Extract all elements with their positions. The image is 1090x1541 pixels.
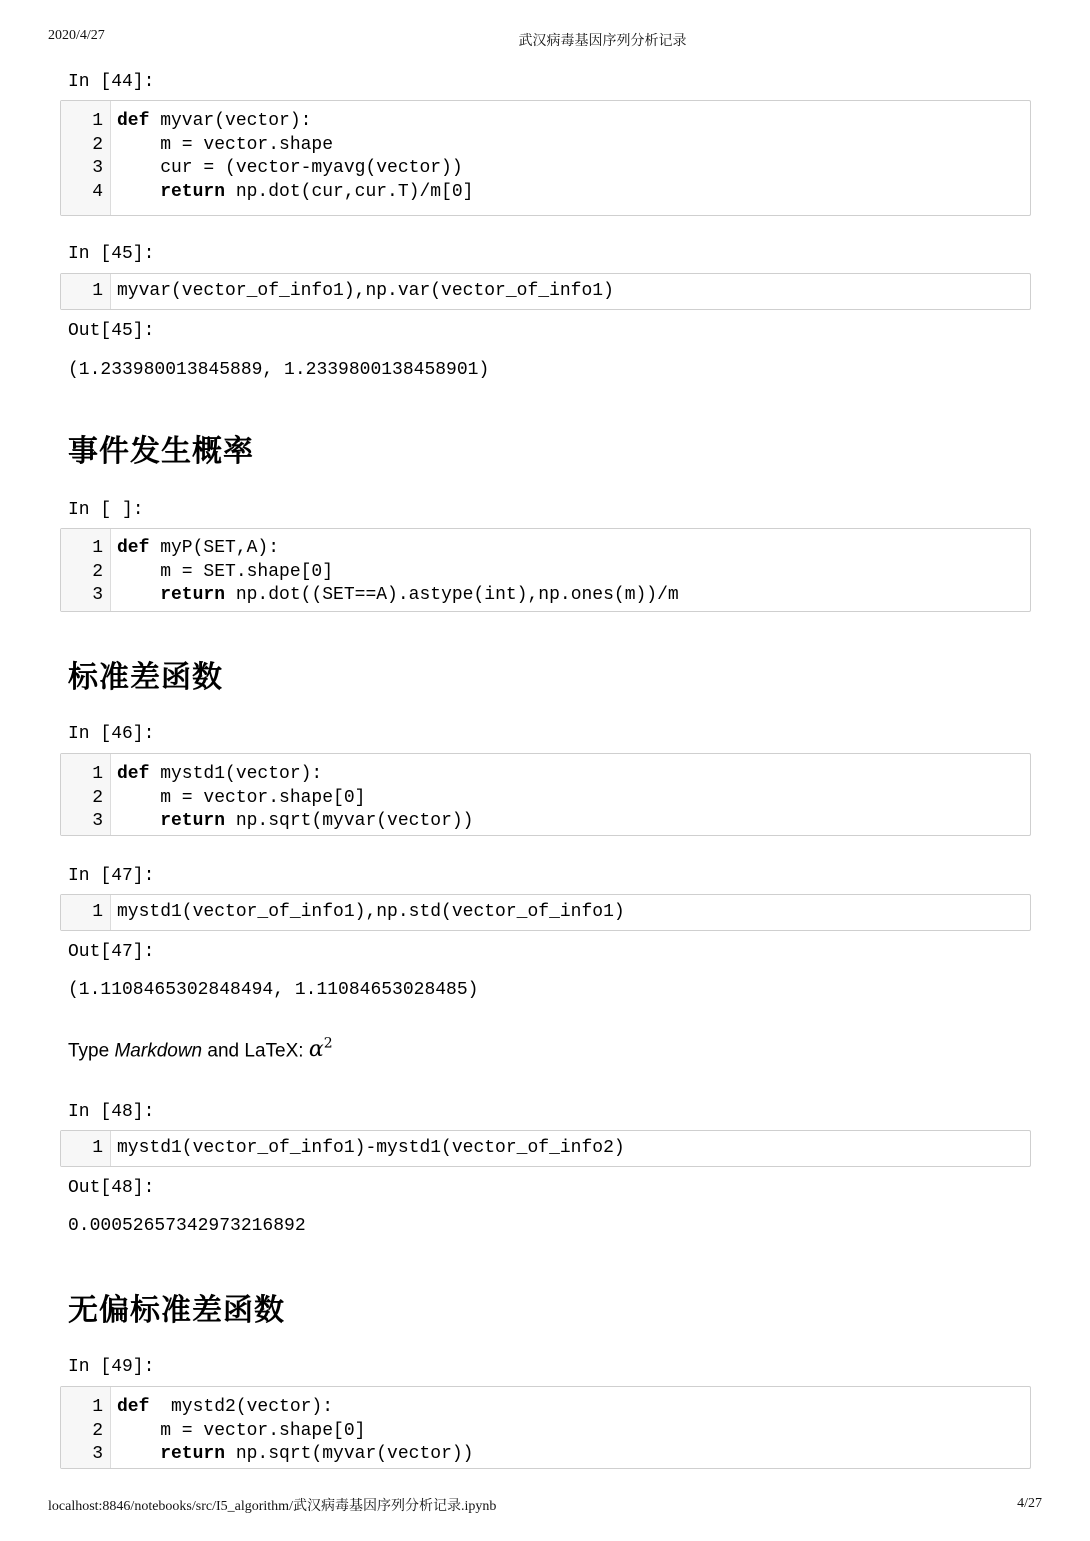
code-keyword: return [117, 1444, 226, 1464]
code-line [61, 561, 1030, 585]
code-line [61, 901, 1030, 925]
code-cell[interactable] [60, 273, 1031, 310]
code-text [117, 134, 333, 158]
line-number: 4 [92, 181, 103, 202]
code-rest: m = vector.shape [117, 134, 334, 155]
code-line [61, 787, 1030, 811]
code-text [117, 1396, 333, 1420]
latex-alpha-squared [309, 1037, 333, 1062]
code-keyword: def [117, 111, 150, 131]
code-line [61, 134, 1030, 158]
code-keyword: return [117, 181, 226, 202]
line-number: 1 [92, 111, 103, 131]
code-text [117, 110, 311, 134]
code-line [61, 763, 1030, 787]
section-heading: 事件发生概率 [68, 434, 254, 469]
line-number: 3 [92, 811, 103, 831]
code-rest: np.dot((SET==A).astype(int),np.ones(m))/m [225, 585, 679, 605]
code-rest: np.sqrt(myvar(vector)) [225, 811, 474, 831]
cell-output: 0.00052657342973216892 [68, 1216, 306, 1236]
code-cell[interactable] [60, 894, 1031, 931]
input-prompt: In [46]: [68, 724, 155, 744]
code-rest: m = vector.shape[0] [117, 787, 366, 808]
code-rest: np.dot(cur,cur.T)/m[0] [225, 181, 474, 202]
code-keyword: return [117, 811, 226, 831]
code-rest: mystd1(vector_of_info1),np.std(vector_of_info1) [117, 902, 625, 922]
code-line [61, 280, 1030, 304]
code-rest: mystd1(vector): [149, 764, 323, 784]
markdown-italic: Markdown [114, 1040, 203, 1062]
code-text [117, 901, 625, 925]
code-text [117, 584, 679, 608]
code-text [117, 1420, 365, 1444]
code-text [117, 157, 463, 181]
section-heading: 标准差函数 [68, 660, 223, 695]
code-cell[interactable] [60, 528, 1031, 612]
code-keyword: return [117, 585, 226, 605]
line-number: 1 [92, 281, 103, 301]
line-number: 1 [92, 764, 103, 784]
code-text [117, 561, 333, 585]
section-heading: 无偏标准差函数 [68, 1293, 285, 1328]
code-text [117, 787, 365, 811]
code-cell[interactable] [60, 100, 1031, 216]
line-number: 2 [92, 787, 103, 808]
latex-base: α [308, 1037, 324, 1063]
code-rest: m = vector.shape[0] [117, 1420, 366, 1441]
latex-superscript: 2 [323, 1036, 333, 1052]
input-prompt: In [47]: [68, 866, 155, 886]
code-rest: mystd1(vector_of_info1)-mystd1(vector_of_info2) [117, 1138, 625, 1158]
code-keyword: def [117, 1397, 150, 1417]
print-date: 2020/4/27 [48, 28, 105, 43]
code-cell[interactable] [60, 1386, 1031, 1469]
code-line [61, 181, 1030, 205]
code-line [61, 537, 1030, 561]
code-line [61, 584, 1030, 608]
markdown-cell[interactable] [68, 1036, 333, 1062]
line-number: 1 [92, 902, 103, 922]
code-rest: mystd2(vector): [149, 1397, 334, 1417]
code-line [61, 157, 1030, 181]
markdown-suffix: and LaTeX: [202, 1040, 309, 1062]
line-number: 2 [92, 1420, 103, 1441]
line-number: 3 [92, 1444, 103, 1464]
code-line [61, 1396, 1030, 1420]
code-text [117, 537, 279, 561]
code-line [61, 1137, 1030, 1161]
document-title: 武汉病毒基因序列分析记录 [518, 34, 687, 49]
input-prompt: In [45]: [68, 244, 155, 264]
input-prompt: In [44]: [68, 72, 155, 92]
input-prompt: In [48]: [68, 1102, 155, 1122]
code-text [117, 1137, 625, 1161]
code-rest: cur = (vector-myavg(vector)) [117, 158, 463, 178]
line-number: 1 [92, 1138, 103, 1158]
code-cell[interactable] [60, 753, 1031, 836]
code-line [61, 1420, 1030, 1444]
line-number: 3 [92, 585, 103, 605]
page-number: 4/27 [1017, 1496, 1042, 1511]
output-prompt: Out[47]: [68, 942, 155, 962]
code-text [117, 181, 473, 205]
line-number: 2 [92, 134, 103, 155]
cell-output: (1.233980013845889, 1.2339800138458901) [68, 360, 490, 380]
output-prompt: Out[48]: [68, 1178, 155, 1198]
input-prompt: In [49]: [68, 1357, 155, 1377]
code-text [117, 280, 614, 304]
code-line [61, 110, 1030, 134]
code-cell[interactable] [60, 1130, 1031, 1167]
code-rest: myvar(vector): [149, 111, 312, 131]
markdown-prefix: Type [68, 1040, 115, 1062]
line-number: 1 [92, 1397, 103, 1417]
code-text [117, 1443, 473, 1467]
code-rest: myP(SET,A): [149, 538, 280, 558]
input-prompt: In [ ]: [68, 500, 144, 520]
footer-url: localhost:8846/notebooks/src/I5_algorithm/武汉病毒基因序列分析记录.ipynb [48, 1499, 497, 1514]
output-prompt: Out[45]: [68, 321, 155, 341]
line-number: 1 [92, 538, 103, 558]
code-text [117, 763, 322, 787]
code-keyword: def [117, 538, 150, 558]
code-keyword: def [117, 764, 150, 784]
code-line [61, 1443, 1030, 1467]
line-number: 3 [92, 158, 103, 178]
line-number: 2 [92, 561, 103, 582]
code-line [61, 810, 1030, 834]
code-rest: np.sqrt(myvar(vector)) [225, 1444, 474, 1464]
code-rest: m = SET.shape[0] [117, 561, 334, 582]
cell-output: (1.1108465302848494, 1.11084653028485) [68, 980, 479, 1000]
code-text [117, 810, 473, 834]
code-rest: myvar(vector_of_info1),np.var(vector_of_info1) [117, 281, 614, 301]
